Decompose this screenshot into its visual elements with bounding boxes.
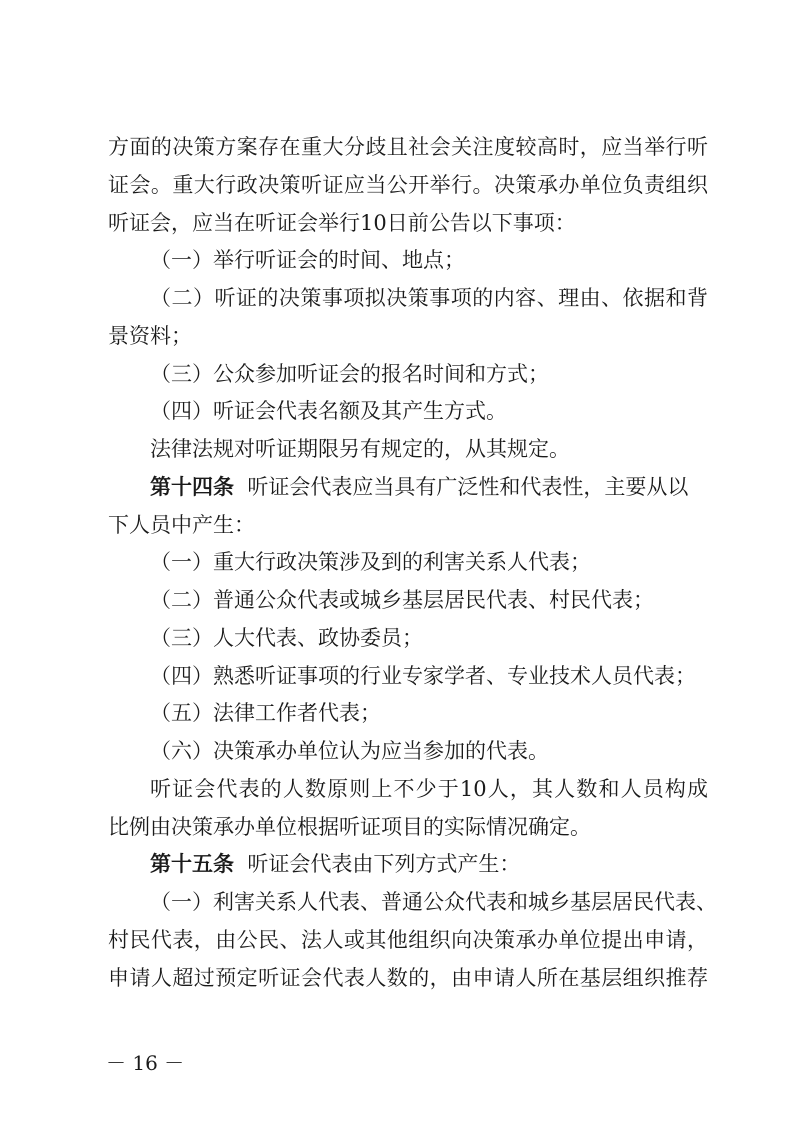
list-item: （一）利害关系人代表、普通公众代表和城乡基层居民代表、	[150, 890, 717, 914]
list-item: （四）听证会代表名额及其产生方式。	[150, 399, 507, 423]
list-item: （五）法律工作者代表；	[150, 701, 381, 725]
list-item: （三）公众参加听证会的报名时间和方式；	[150, 362, 549, 386]
paragraph-line: 比例由决策承办单位根据听证项目的实际情况确定。	[108, 815, 591, 839]
list-item: （二）听证的决策事项拟决策事项的内容、理由、依据和背	[150, 286, 708, 310]
article-14-text: 听证会代表应当具有广泛性和代表性，主要从以	[247, 475, 689, 499]
article-15-heading: 第十五条	[150, 851, 234, 876]
list-item: （二）普通公众代表或城乡基层居民代表、村民代表；	[150, 588, 654, 612]
paragraph-line: 方面的决策方案存在重大分歧且社会关注度较高时，应当举行听	[108, 135, 708, 159]
paragraph-line: 证会。重大行政决策听证应当公开举行。决策承办单位负责组织	[108, 173, 708, 197]
article-14-line	[150, 473, 750, 501]
list-item: （一）重大行政决策涉及到的利害关系人代表；	[150, 550, 591, 574]
paragraph-line: 景资料；	[108, 324, 192, 348]
paragraph-line: 听证会代表的人数原则上不少于10人，其人数和人员构成	[150, 777, 708, 801]
paragraph-line: 听证会，应当在听证会举行10日前公告以下事项：	[108, 211, 576, 235]
list-item: （三）人大代表、政协委员；	[150, 626, 423, 650]
list-item: （一）举行听证会的时间、地点；	[150, 248, 465, 272]
paragraph-line: 村民代表，由公民、法人或其他组织向决策承办单位提出申请，	[108, 928, 708, 952]
page-number: － 16 －	[106, 1051, 185, 1075]
article-14-heading: 第十四条	[150, 474, 234, 499]
article-15-text: 听证会代表由下列方式产生：	[247, 852, 521, 876]
paragraph-line: 下人员中产生：	[108, 513, 255, 537]
article-15-line	[150, 850, 750, 878]
paragraph-line: 法律法规对听证期限另有规定的，从其规定。	[150, 437, 570, 461]
list-item: （六）决策承办单位认为应当参加的代表。	[150, 739, 549, 763]
list-item: （四）熟悉听证事项的行业专家学者、专业技术人员代表；	[150, 664, 696, 688]
paragraph-line: 申请人超过预定听证会代表人数的，由申请人所在基层组织推荐	[108, 966, 708, 990]
